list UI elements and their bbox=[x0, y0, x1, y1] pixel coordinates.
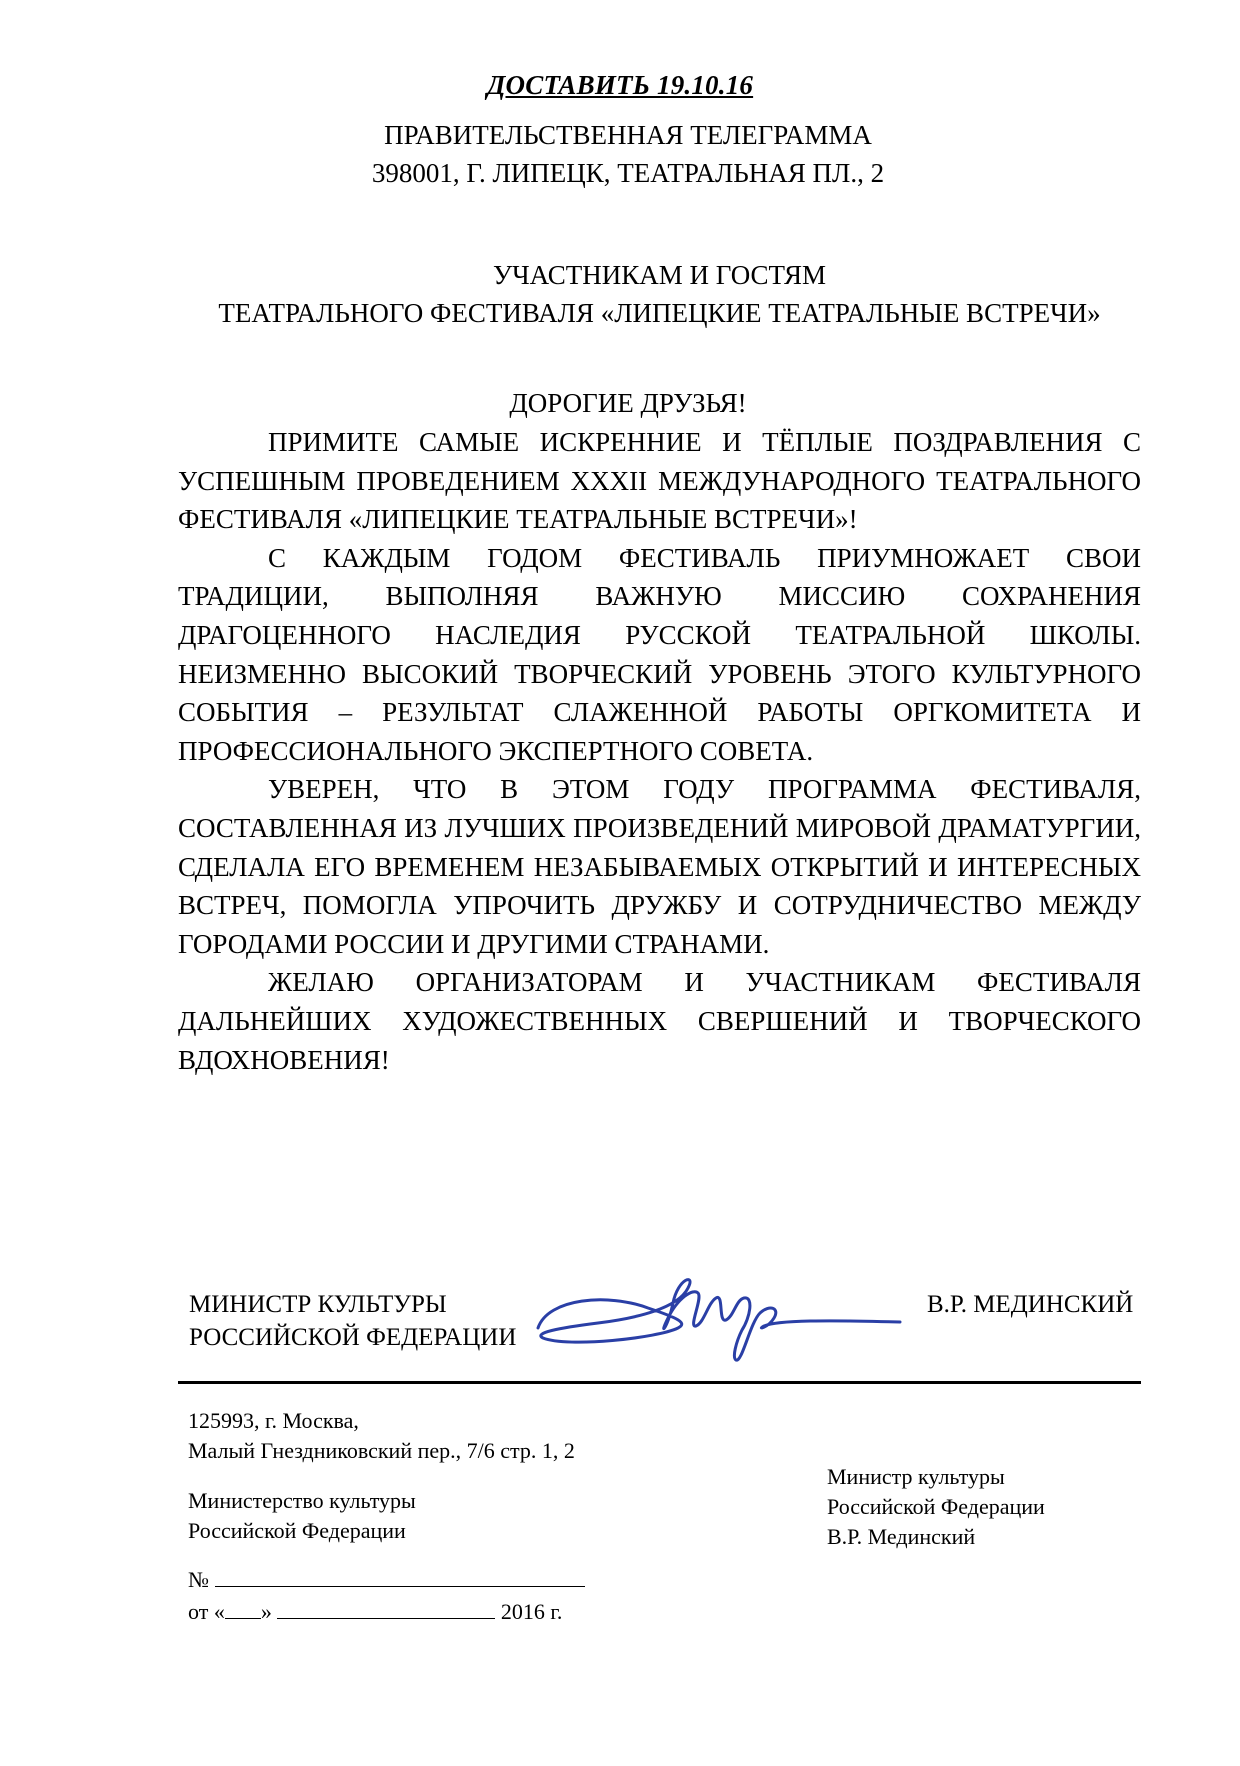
signatory-title-line-2: РОССИЙСКОЙ ФЕДЕРАЦИИ bbox=[189, 1324, 517, 1351]
addressee-block bbox=[178, 256, 1141, 332]
number-blank bbox=[215, 1564, 585, 1587]
sender-address-line-2: Малый Гнездниковский пер., 7/6 стр. 1, 2 bbox=[188, 1438, 575, 1463]
divider-line bbox=[178, 1381, 1141, 1384]
addressee-line-2: ТЕАТРАЛЬНОГО ФЕСТИВАЛЯ «ЛИПЕЦКИЕ ТЕАТРАЛЬНЫЕ ВСТРЕЧИ» bbox=[218, 298, 1101, 328]
addressee-line-1: УЧАСТНИКАМ И ГОСТЯМ bbox=[492, 260, 827, 290]
signatory-title-line-1: МИНИСТР КУЛЬТУРЫ bbox=[189, 1291, 447, 1318]
signatory-title bbox=[189, 1288, 516, 1354]
date-year: 2016 г. bbox=[500, 1599, 563, 1624]
number-label: № bbox=[188, 1567, 209, 1592]
telegram-type: ПРАВИТЕЛЬСТВЕННАЯ ТЕЛЕГРАММА bbox=[384, 120, 872, 150]
date-day-blank bbox=[225, 1596, 261, 1619]
telegram-address: 398001, Г. ЛИПЕЦК, ТЕАТРАЛЬНАЯ ПЛ., 2 bbox=[371, 158, 885, 188]
date-month-blank bbox=[277, 1596, 495, 1619]
delivery-date: ДОСТАВИТЬ 19.10.16 bbox=[486, 70, 754, 100]
telegram-header bbox=[178, 116, 1078, 192]
signature-stroke bbox=[538, 1280, 900, 1361]
handwritten-signature bbox=[528, 1268, 908, 1368]
signatory-name: В.Р. МЕДИНСКИЙ bbox=[927, 1291, 1134, 1318]
body-paragraph: С КАЖДЫМ ГОДОМ ФЕСТИВАЛЬ ПРИУМНОЖАЕТ СВОИ ТРАДИЦИИ, ВЫПОЛНЯЯ ВАЖНУЮ МИССИЮ СОХРАНЕНИЯ ДРАГОЦЕННОГО НАСЛЕДИЯ РУССКОЙ ТЕАТРАЛЬНОЙ ШКОЛЫ. НЕИЗМЕННО ВЫСОКИЙ ТВОРЧЕСКИЙ УРОВЕНЬ ЭТОГО КУЛЬТУРНОГО СОБЫТИЯ – РЕЗУЛЬТАТ СЛАЖЕННОЙ РАБОТЫ ОРГКОМИТЕТА И ПРОФЕССИОНАЛЬНОГО ЭКСПЕРТНОГО СОВЕТА. bbox=[178, 542, 1141, 766]
sender-address-line-1: 125993, г. Москва, bbox=[188, 1408, 359, 1433]
letter-body bbox=[178, 423, 1141, 1079]
body-paragraph: УВЕРЕН, ЧТО В ЭТОМ ГОДУ ПРОГРАММА ФЕСТИВАЛЯ, СОСТАВЛЕННАЯ ИЗ ЛУЧШИХ ПРОИЗВЕДЕНИЙ МИРОВОЙ ДРАМАТУРГИИ, СДЕЛАЛА ЕГО ВРЕМЕНЕМ НЕЗАБЫВАЕМЫХ ОТКРЫТИЙ И ИНТЕРЕСНЫХ ВСТРЕЧ, ПОМОГЛА УПРОЧИТЬ ДРУЖБУ И СОТРУДНИЧЕСТВО МЕЖДУ ГОРОДАМИ РОССИИ И ДРУГИМИ СТРАНАМИ. bbox=[178, 774, 1141, 959]
sender-block bbox=[188, 1406, 585, 1626]
registration-number-field bbox=[188, 1564, 585, 1594]
recipient-line-1: Министр культуры bbox=[827, 1464, 1005, 1489]
registration-date-field bbox=[188, 1596, 585, 1626]
body-paragraph: ЖЕЛАЮ ОРГАНИЗАТОРАМ И УЧАСТНИКАМ ФЕСТИВАЛЯ ДАЛЬНЕЙШИХ ХУДОЖЕСТВЕННЫХ СВЕРШЕНИЙ И ТВОРЧЕСКОГО ВДОХНОВЕНИЯ! bbox=[178, 967, 1141, 1075]
sender-org-line-2: Российской Федерации bbox=[188, 1518, 406, 1543]
sender-org-line-1: Министерство культуры bbox=[188, 1488, 416, 1513]
recipient-line-3: В.Р. Мединский bbox=[827, 1524, 976, 1549]
greeting: ДОРОГИЕ ДРУЗЬЯ! bbox=[509, 388, 747, 418]
body-paragraph: ПРИМИТЕ САМЫЕ ИСКРЕННИЕ И ТЁПЛЫЕ ПОЗДРАВЛЕНИЯ С УСПЕШНЫМ ПРОВЕДЕНИЕМ XXXII МЕЖДУНАРОДНОГО ТЕАТРАЛЬНОГО ФЕСТИВАЛЯ «ЛИПЕЦКИЕ ТЕАТРАЛЬНЫЕ ВСТРЕЧИ»! bbox=[178, 427, 1141, 535]
sender-organization bbox=[188, 1486, 585, 1546]
date-prefix: от « bbox=[188, 1599, 225, 1624]
recipient-block bbox=[827, 1462, 1045, 1552]
recipient-line-2: Российской Федерации bbox=[827, 1494, 1045, 1519]
date-mid: » bbox=[260, 1599, 272, 1624]
